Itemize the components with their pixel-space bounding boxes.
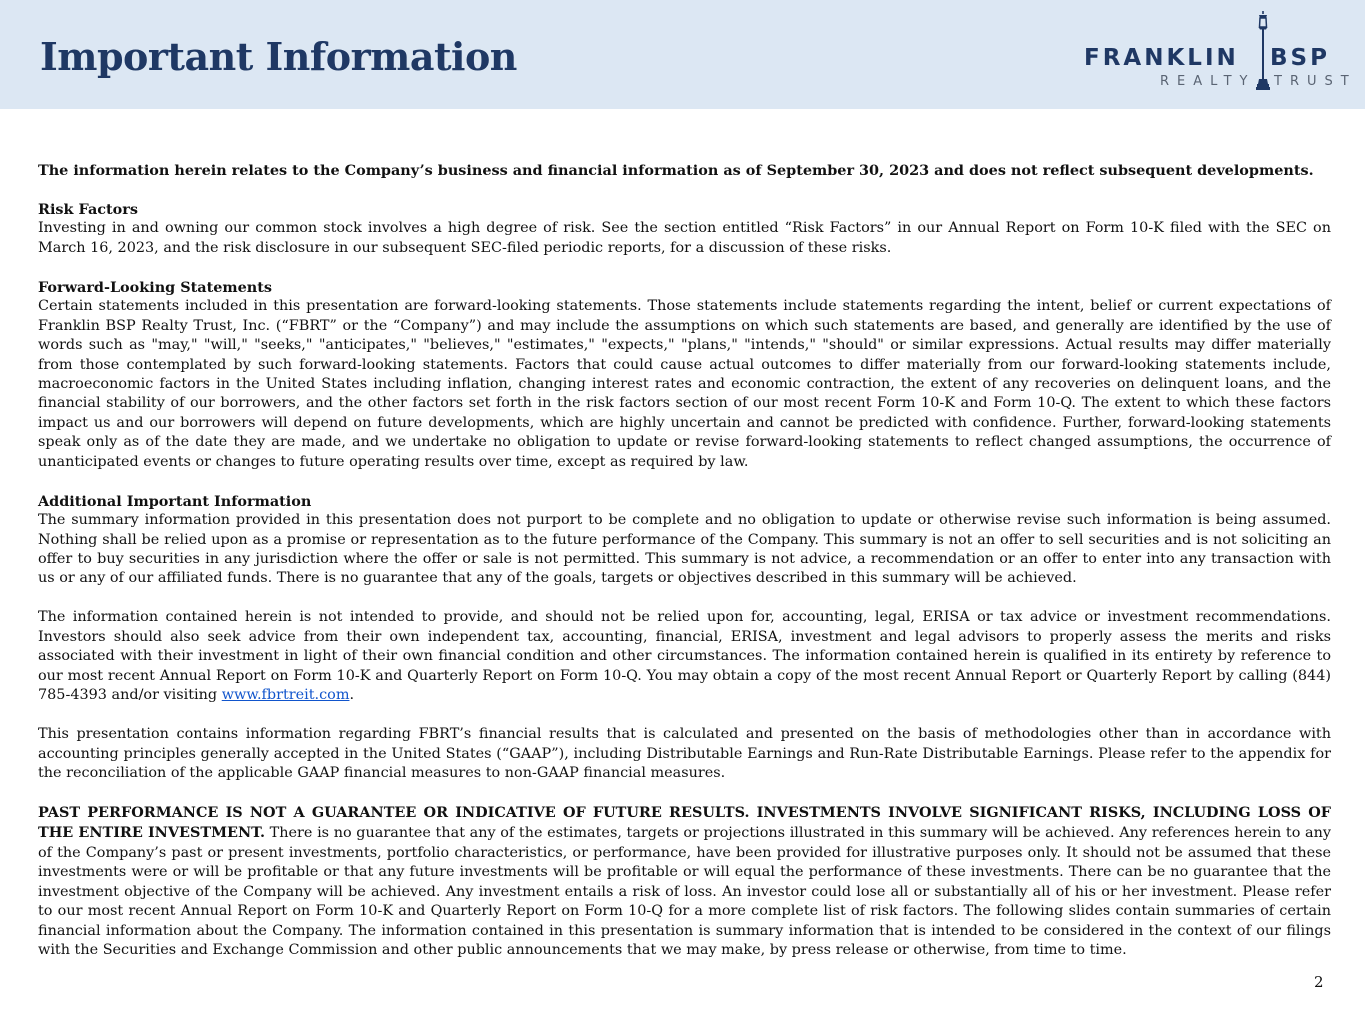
- risk-factors-heading: Risk Factors: [38, 200, 138, 218]
- additional-info-heading: Additional Important Information: [38, 492, 312, 510]
- logo-text-trust: TRUST: [1274, 74, 1357, 89]
- advice-end: .: [349, 687, 355, 704]
- logo-text-realty: REALTY: [1160, 74, 1256, 89]
- forward-looking-heading: Forward-Looking Statements: [38, 278, 272, 296]
- logo-text-franklin: FRANKLIN: [1084, 45, 1239, 71]
- past-performance-warning: PAST PERFORMANCE IS NOT A GUARANTEE OR INDICATIVE OF FUTURE RESULTS. INVESTMENTS INVOLVE SIGNIFICANT RISKS, INCLUDING LOSS OF THE ENTIRE INVESTMENT.: [38, 803, 1331, 842]
- company-logo: [1084, 10, 1357, 94]
- intro-statement: The information herein relates to the Company’s business and financial information as of September 30, 2023 and does not reflect subsequent developments.: [38, 162, 1314, 179]
- website-link[interactable]: www.fbrtreit.com: [221, 687, 350, 704]
- risk-factors-section: [38, 200, 1331, 258]
- page-title: Important Information: [40, 34, 517, 79]
- forward-looking-section: [38, 278, 1331, 473]
- advice-paragraph: [38, 608, 1331, 705]
- header-banner: [0, 0, 1365, 109]
- logo-text-bsp: BSP: [1270, 45, 1330, 71]
- additional-info-body: The summary information provided in this presentation does not purport to be complete and no obligation to update or otherwise revise such information is being assumed. Nothing shall be relied upon as a promise or representation as to the future performance of the Company. This summary is not an offer to sell securities and is not soliciting an offer to buy securities in any jurisdiction where the offer or sale is not permitted. This summary is not advice, a recommendation or an offer to enter into any transaction with us or any of our affiliated funds. There is no guarantee that any of the goals, targets or objectives described in this summary will be achieved.: [38, 512, 1331, 587]
- forward-looking-body: Certain statements included in this presentation are forward-looking statements. Those statements include statements regarding the intent, belief or current expectations of Franklin BSP Realty Trust, Inc. (“FBRT” or the “Company”) and may include the assumptions on which such statements are based, and generally are identified by the use of words such as "may," "will," "seeks," "anticipates," "believes," "estimates," "expects," "plans," "intends," "should" or similar expressions. Actual results may differ materially from those contemplated by such forward-looking statements. Factors that could cause actual outcomes to differ materially from our forward-looking statements include, macroeconomic factors in the United States including inflation, changing interest rates and economic contraction, the extent of any recoveries on delinquent loans, and the financial stability of our borrowers, and the other factors set forth in the risk factors section of our most recent Form 10-K and Form 10-Q. The extent to which these factors impact us and our borrowers will depend on future developments, which are highly uncertain and cannot be predicted with confidence. Further, forward-looking statements speak only as of the date they are made, and we undertake no obligation to update or revise forward-looking statements to reflect changed assumptions, the occurrence of unanticipated events or changes to future operating results over time, except as required by law.: [38, 298, 1331, 470]
- past-performance-body: There is no guarantee that any of the estimates, targets or projections illustrated in this summary will be achieved. Any references herein to any of the Company’s past or present investments, portfolio characteristics, or performance, have been provided for illustrative purposes only. It should not be assumed that these investments were or will be profitable or that any future investments will be profitable or will equal the performance of these investments. There can be no guarantee that the investment objective of the Company will be achieved. Any investment entails a risk of loss. An investor could lose all or substantially all of his or her investment. Please refer to our most recent Annual Report on Form 10-K and Quarterly Report on Form 10-Q for a more complete list of risk factors. The following slides contain summaries of certain financial information about the Company. The information contained in this presentation is summary information that is intended to be considered in the context of our filings with the Securities and Exchange Commission and other public announcements that we may make, by press release or otherwise, from time to time.: [38, 825, 1331, 959]
- advice-body: The information contained herein is not intended to provide, and should not be relied upon for, accounting, legal, ERISA or tax advice or investment recommendations. Investors should also seek advice from their own independent tax, accounting, financial, ERISA, investment and legal advisors to properly assess the merits and risks associated with their investment in light of their own financial condition and other circumstances. The information contained herein is qualified in its entirety by reference to our most recent Annual Report on Form 10-K and Quarterly Report on Form 10-Q. You may obtain a copy of the most recent Annual Report or Quarterly Report by calling (844) 785-4393 and/or visiting: [38, 609, 1331, 704]
- additional-info-section: [38, 492, 1331, 589]
- page-number: 2: [1314, 973, 1324, 991]
- disclaimer-content: [38, 161, 1331, 980]
- risk-factors-body: Investing in and owning our common stock involves a high degree of risk. See the section entitled “Risk Factors” in our Annual Report on Form 10-K filed with the SEC on March 16, 2023, and the risk disclosure in our subsequent SEC-filed periodic reports, for a discussion of these risks.: [38, 220, 1331, 256]
- non-gaap-paragraph: This presentation contains information regarding FBRT’s financial results that is calculated and presented on the basis of methodologies other than in accordance with accounting principles generally accepted in the United States (“GAAP”), including Distributable Earnings and Run-Rate Distributable Earnings. Please refer to the appendix for the reconciliation of the applicable GAAP financial measures to non-GAAP financial measures.: [38, 726, 1331, 781]
- past-performance-paragraph: [38, 803, 1331, 961]
